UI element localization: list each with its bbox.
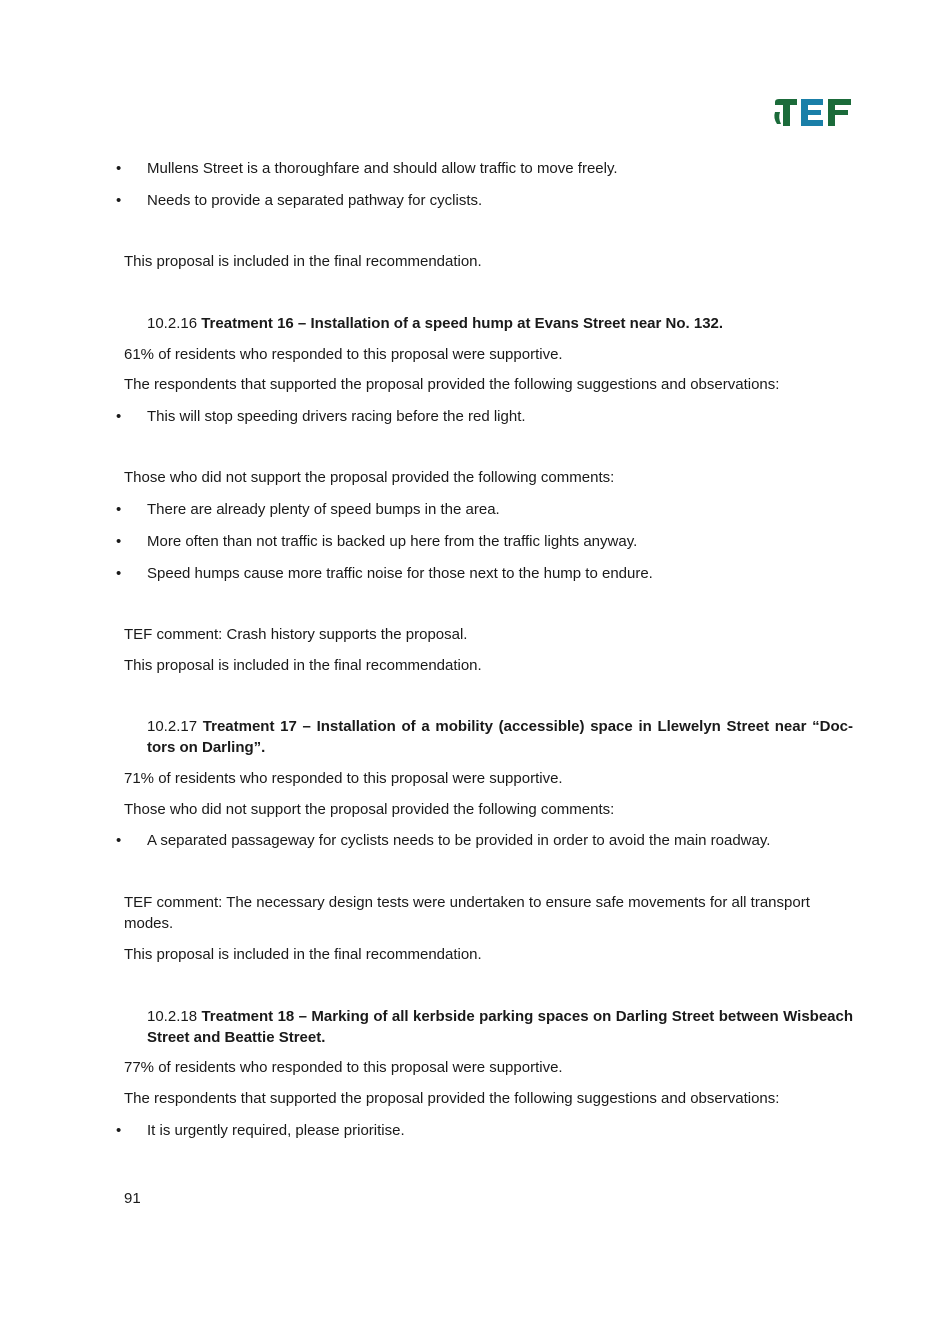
- section-title: Treatment 18 – Marking of all kerbside parking spaces on Darling Street between Wisbeach Street and Beattie Street.: [147, 1008, 854, 1046]
- paragraph: 77% of residents who responded to this proposal were supportive.: [124, 1059, 563, 1076]
- section-number: 10.2.16: [147, 315, 198, 332]
- tef-logo: [773, 98, 853, 127]
- list-item-text: More often than not traffic is backed up here from the traffic lights anyway.: [147, 533, 638, 550]
- bullet-icon: •: [116, 565, 122, 582]
- section-heading: [147, 313, 853, 334]
- list-item-text: Needs to provide a separated pathway for cyclists.: [147, 192, 483, 209]
- section-heading: [147, 716, 853, 758]
- list-item-text: There are already plenty of speed bumps in the area.: [147, 501, 500, 518]
- bullet-icon: •: [116, 160, 122, 177]
- bullet-icon: •: [116, 1122, 122, 1139]
- paragraph: This proposal is included in the final recommendation.: [124, 657, 482, 674]
- logo-letter-f: [828, 99, 851, 126]
- paragraph: TEF comment: Crash history supports the proposal.: [124, 626, 468, 643]
- bullet-icon: •: [116, 408, 122, 425]
- paragraph: The respondents that supported the proposal provided the following suggestions and observations:: [124, 1090, 780, 1107]
- paragraph: This proposal is included in the final recommendation.: [124, 946, 482, 963]
- paragraph: Those who did not support the proposal provided the following comments:: [124, 469, 615, 486]
- section-number: 10.2.18: [147, 1008, 198, 1025]
- paragraph: This proposal is included in the final recommendation.: [124, 253, 482, 270]
- paragraph: The respondents that supported the proposal provided the following suggestions and observations:: [124, 376, 780, 393]
- bullet-icon: •: [116, 192, 122, 209]
- page-number: 91: [124, 1190, 141, 1207]
- section-number: 10.2.17: [147, 718, 198, 735]
- list-item-text: It is urgently required, please prioritise.: [147, 1122, 405, 1139]
- paragraph: Those who did not support the proposal provided the following comments:: [124, 801, 615, 818]
- list-item-text: Speed humps cause more traffic noise for those next to the hump to endure.: [147, 565, 653, 582]
- list-item-text: Mullens Street is a thoroughfare and should allow traffic to move freely.: [147, 160, 618, 177]
- section-title: Treatment 16 – Installation of a speed hump at Evans Street near No. 132.: [201, 315, 724, 332]
- bullet-icon: •: [116, 501, 122, 518]
- logo-letter-e: [801, 99, 823, 126]
- section-heading: [147, 1006, 853, 1048]
- section-title: Treatment 17 – Installation of a mobility (accessible) space in Llewelyn Street near “Doc-tors on Darling”.: [147, 718, 853, 756]
- paragraph: TEF comment: The necessary design tests were undertaken to ensure safe movements for all transport modes.: [124, 894, 810, 932]
- bullet-icon: •: [116, 832, 122, 849]
- list-item-text: A separated passageway for cyclists needs to be provided in order to avoid the main roadway.: [147, 832, 771, 849]
- list-item-text: This will stop speeding drivers racing before the red light.: [147, 408, 526, 425]
- paragraph: 61% of residents who responded to this proposal were supportive.: [124, 346, 563, 363]
- paragraph: 71% of residents who responded to this proposal were supportive.: [124, 770, 563, 787]
- bullet-icon: •: [116, 533, 122, 550]
